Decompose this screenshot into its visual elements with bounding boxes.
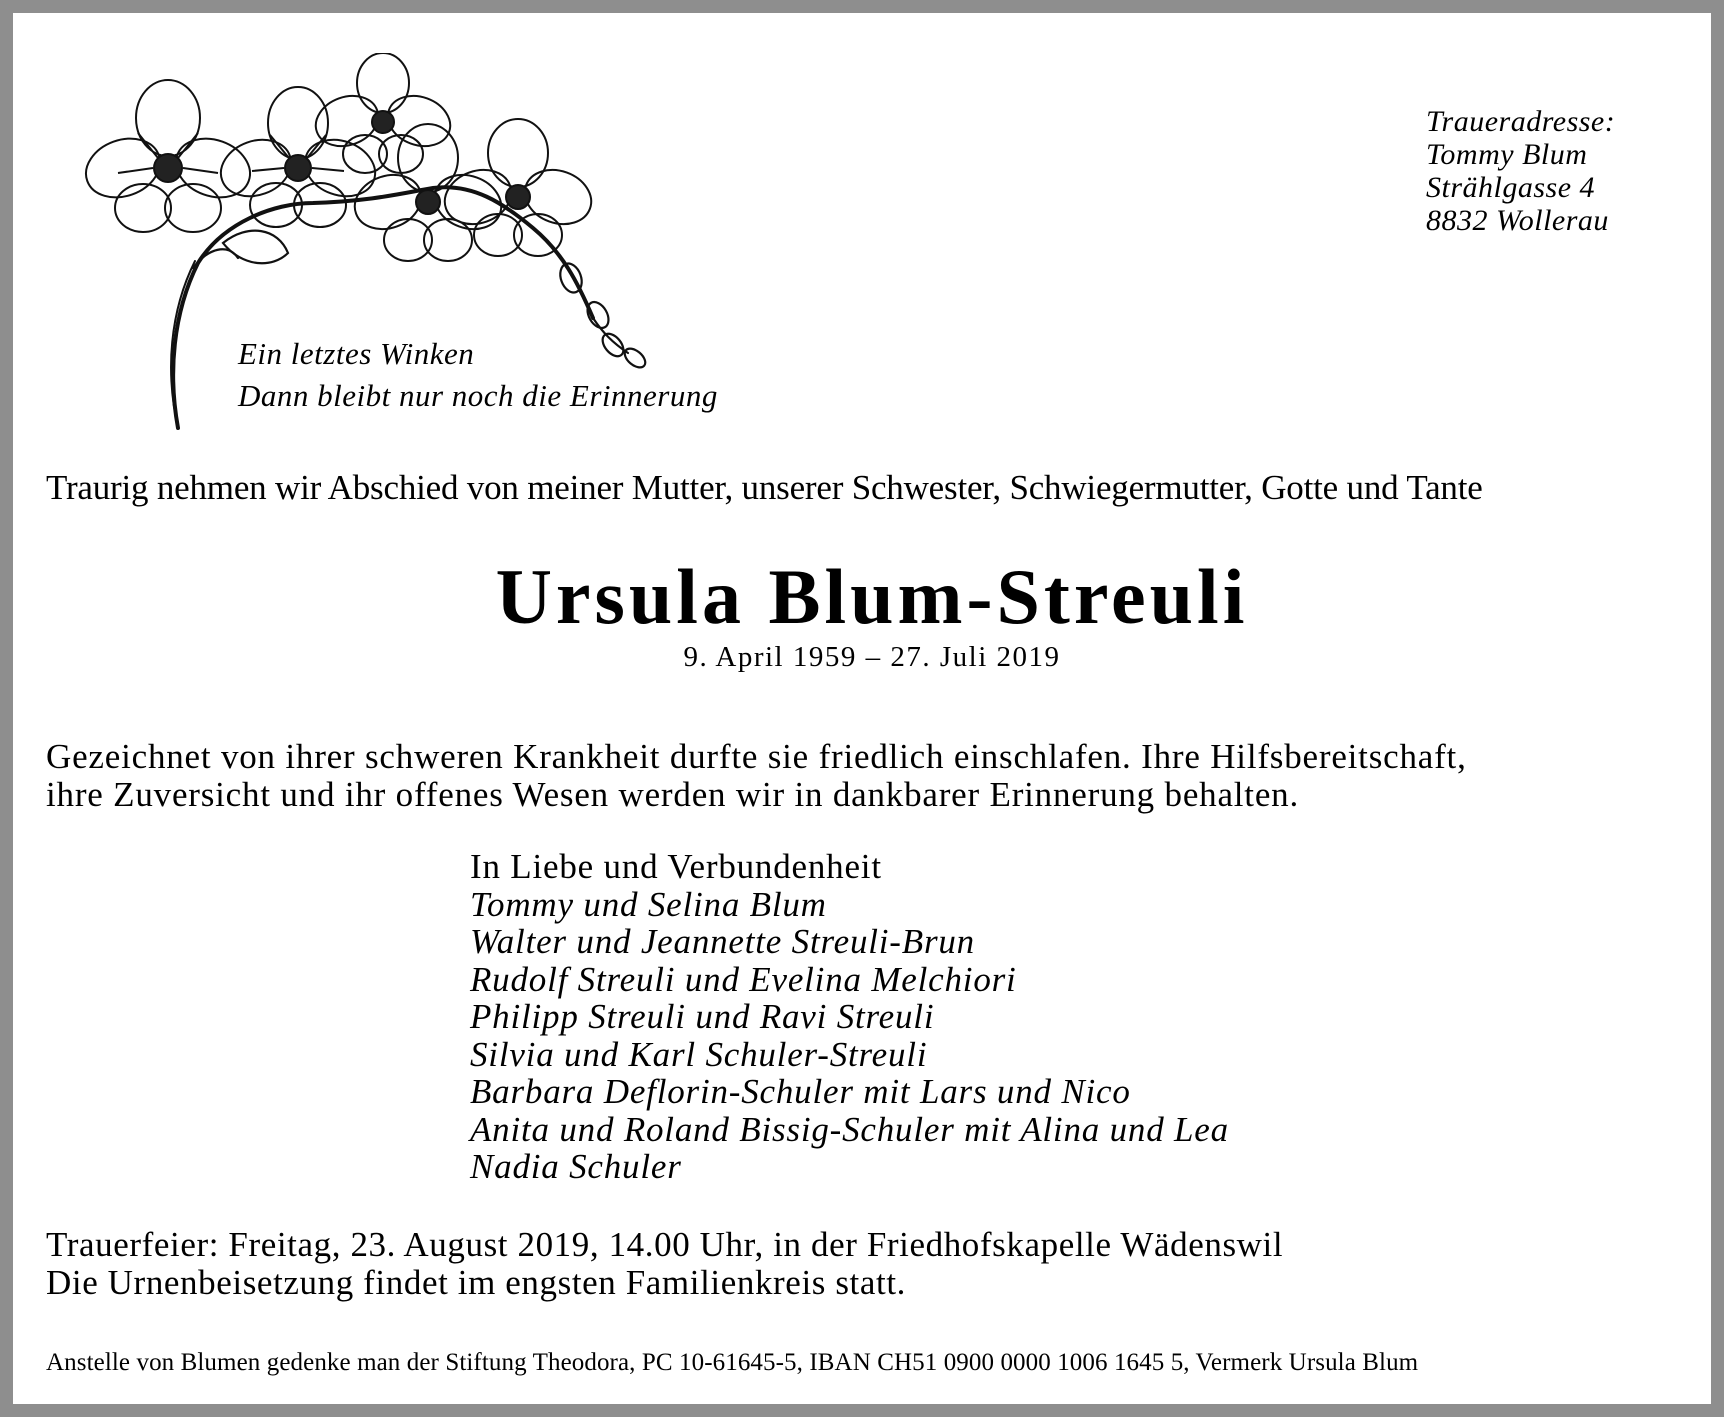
- address-city: 8832 Wollerau: [1426, 204, 1609, 237]
- address-label: Traueradresse:: [1426, 105, 1616, 138]
- service-line-1: Trauerfeier: Freitag, 23. August 2019, 14.00 Uhr, in der Friedhofskapelle Wädenswil: [46, 1225, 1284, 1264]
- service-line-2: Die Urnenbeisetzung findet im engsten Familienkreis statt.: [46, 1263, 907, 1302]
- address-name: Tommy Blum: [1426, 138, 1588, 171]
- address-street: Strählgasse 4: [1426, 171, 1596, 204]
- motto: [238, 333, 718, 417]
- motto-line-1: Ein letztes Winken: [238, 336, 475, 371]
- mourners-list: [470, 848, 1229, 1186]
- mourners-lead: In Liebe und Verbundenheit: [470, 847, 882, 886]
- motto-line-2: Dann bleibt nur noch die Erinnerung: [238, 378, 718, 413]
- tribute-text: [46, 738, 1467, 814]
- tribute-line-1: Gezeichnet von ihrer schweren Krankheit durfte sie friedlich einschlafen. Ihre Hilfsbereitschaft,: [46, 737, 1467, 776]
- obituary-card: [13, 13, 1711, 1404]
- mourner-name: Nadia Schuler: [470, 1147, 682, 1186]
- mourner-name: Walter und Jeannette Streuli-Brun: [470, 922, 975, 961]
- mourner-name: Silvia und Karl Schuler-Streuli: [470, 1034, 928, 1074]
- mourner-name: Philipp Streuli und Ravi Streuli: [470, 997, 935, 1036]
- donation-note: Anstelle von Blumen gedenke man der Stiftung Theodora, PC 10-61645-5, IBAN CH51 0900 0000 1006 1645 5, Vermerk Ursula Blum: [46, 1349, 1419, 1376]
- mourner-name: Tommy und Selina Blum: [470, 884, 827, 924]
- mourner-name: Anita und Roland Bissig-Schuler mit Alina und Lea: [470, 1109, 1229, 1149]
- intro-text: Traurig nehmen wir Abschied von meiner Mutter, unserer Schwester, Schwiegermutter, Gotte und Tante: [46, 468, 1483, 507]
- mourner-name: Barbara Deflorin-Schuler mit Lars und Nico: [470, 1072, 1131, 1111]
- service-info: [46, 1226, 1283, 1302]
- tribute-line-2: ihre Zuversicht und ihr offenes Wesen werden wir in dankbarer Erinnerung behalten.: [46, 775, 1300, 814]
- deceased-name: Ursula Blum-Streuli: [495, 553, 1249, 640]
- mourner-name: Rudolf Streuli und Evelina Melchiori: [470, 959, 1017, 999]
- mourning-address: [1426, 105, 1615, 237]
- life-dates: 9. April 1959 – 27. Juli 2019: [683, 641, 1061, 673]
